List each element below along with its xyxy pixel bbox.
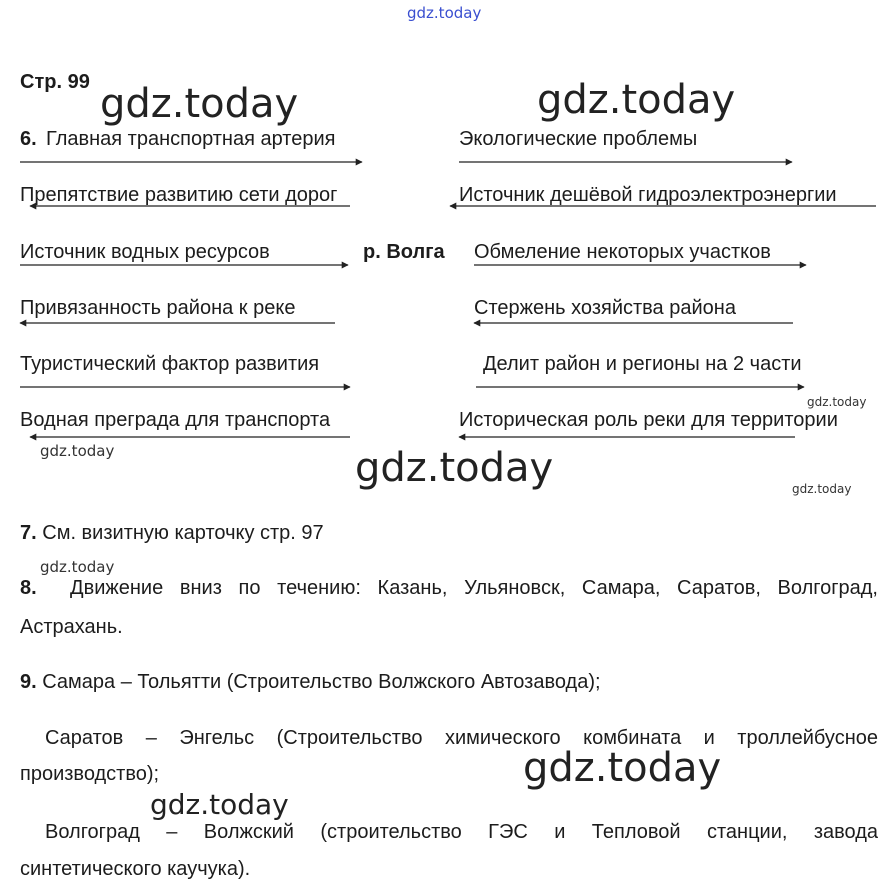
task7-number: 7. <box>20 522 37 544</box>
task6-number: 6. <box>20 128 37 150</box>
task8-line1 <box>20 570 878 606</box>
task9-text-1: Самара – Тольятти (Строительство Волжского Автозавода); <box>42 671 601 693</box>
watermark-big-4: gdz.today <box>523 745 722 791</box>
left-item-5: Туристический фактор развития <box>20 353 320 375</box>
saratov-line2: производство); <box>20 763 160 785</box>
saratov-line1: Саратов – Энгельс (Строительство химического комбината и троллейбусное <box>45 727 878 749</box>
left-item-4: Привязанность района к реке <box>20 297 296 319</box>
task9-line1 <box>20 664 878 700</box>
watermark-small-2: gdz.today <box>40 558 115 576</box>
watermark-big-2: gdz.today <box>537 77 736 123</box>
task7-text: См. визитную карточку стр. 97 <box>42 522 324 544</box>
right-item-2: Источник дешёвой гидроэлектроэнергии <box>459 184 837 206</box>
volgograd-line1: Волгоград – Волжский (строительство ГЭС и Тепловой станции, завода <box>45 821 878 843</box>
volgograd-line2: синтетического каучука). <box>20 858 251 880</box>
task8-number: 8. <box>20 577 37 599</box>
page-label: Стр. 99 <box>20 71 90 93</box>
right-item-6: Историческая роль реки для территории <box>459 409 838 431</box>
task8-line2: Астрахань. <box>20 616 123 638</box>
left-item-1: Главная транспортная артерия <box>46 128 336 150</box>
watermark-big-3: gdz.today <box>355 445 554 491</box>
watermark-small-1: gdz.today <box>40 442 115 460</box>
watermark-tiny-2: gdz.today <box>792 482 852 496</box>
left-item-6: Водная преграда для транспорта <box>20 409 331 431</box>
task9-number: 9. <box>20 671 37 693</box>
left-item-3: Источник водных ресурсов <box>20 241 270 263</box>
task8-text-1: Движение вниз по течению: Казань, Ульяновск, Самара, Саратов, Волгоград, <box>70 577 878 599</box>
center-label: р. Волга <box>363 241 445 263</box>
right-item-5: Делит район и регионы на 2 части <box>483 353 802 375</box>
task7 <box>20 521 324 545</box>
watermark-medium: gdz.today <box>150 788 289 821</box>
right-item-4: Стержень хозяйства района <box>474 297 736 319</box>
watermark-big-1: gdz.today <box>100 81 299 127</box>
watermark-tiny-1: gdz.today <box>807 395 867 409</box>
right-item-1: Экологические проблемы <box>459 128 698 150</box>
watermark-top: gdz.today <box>407 4 482 22</box>
right-item-3: Обмеление некоторых участков <box>474 241 771 263</box>
left-item-2: Препятствие развитию сети дорог <box>20 184 338 206</box>
